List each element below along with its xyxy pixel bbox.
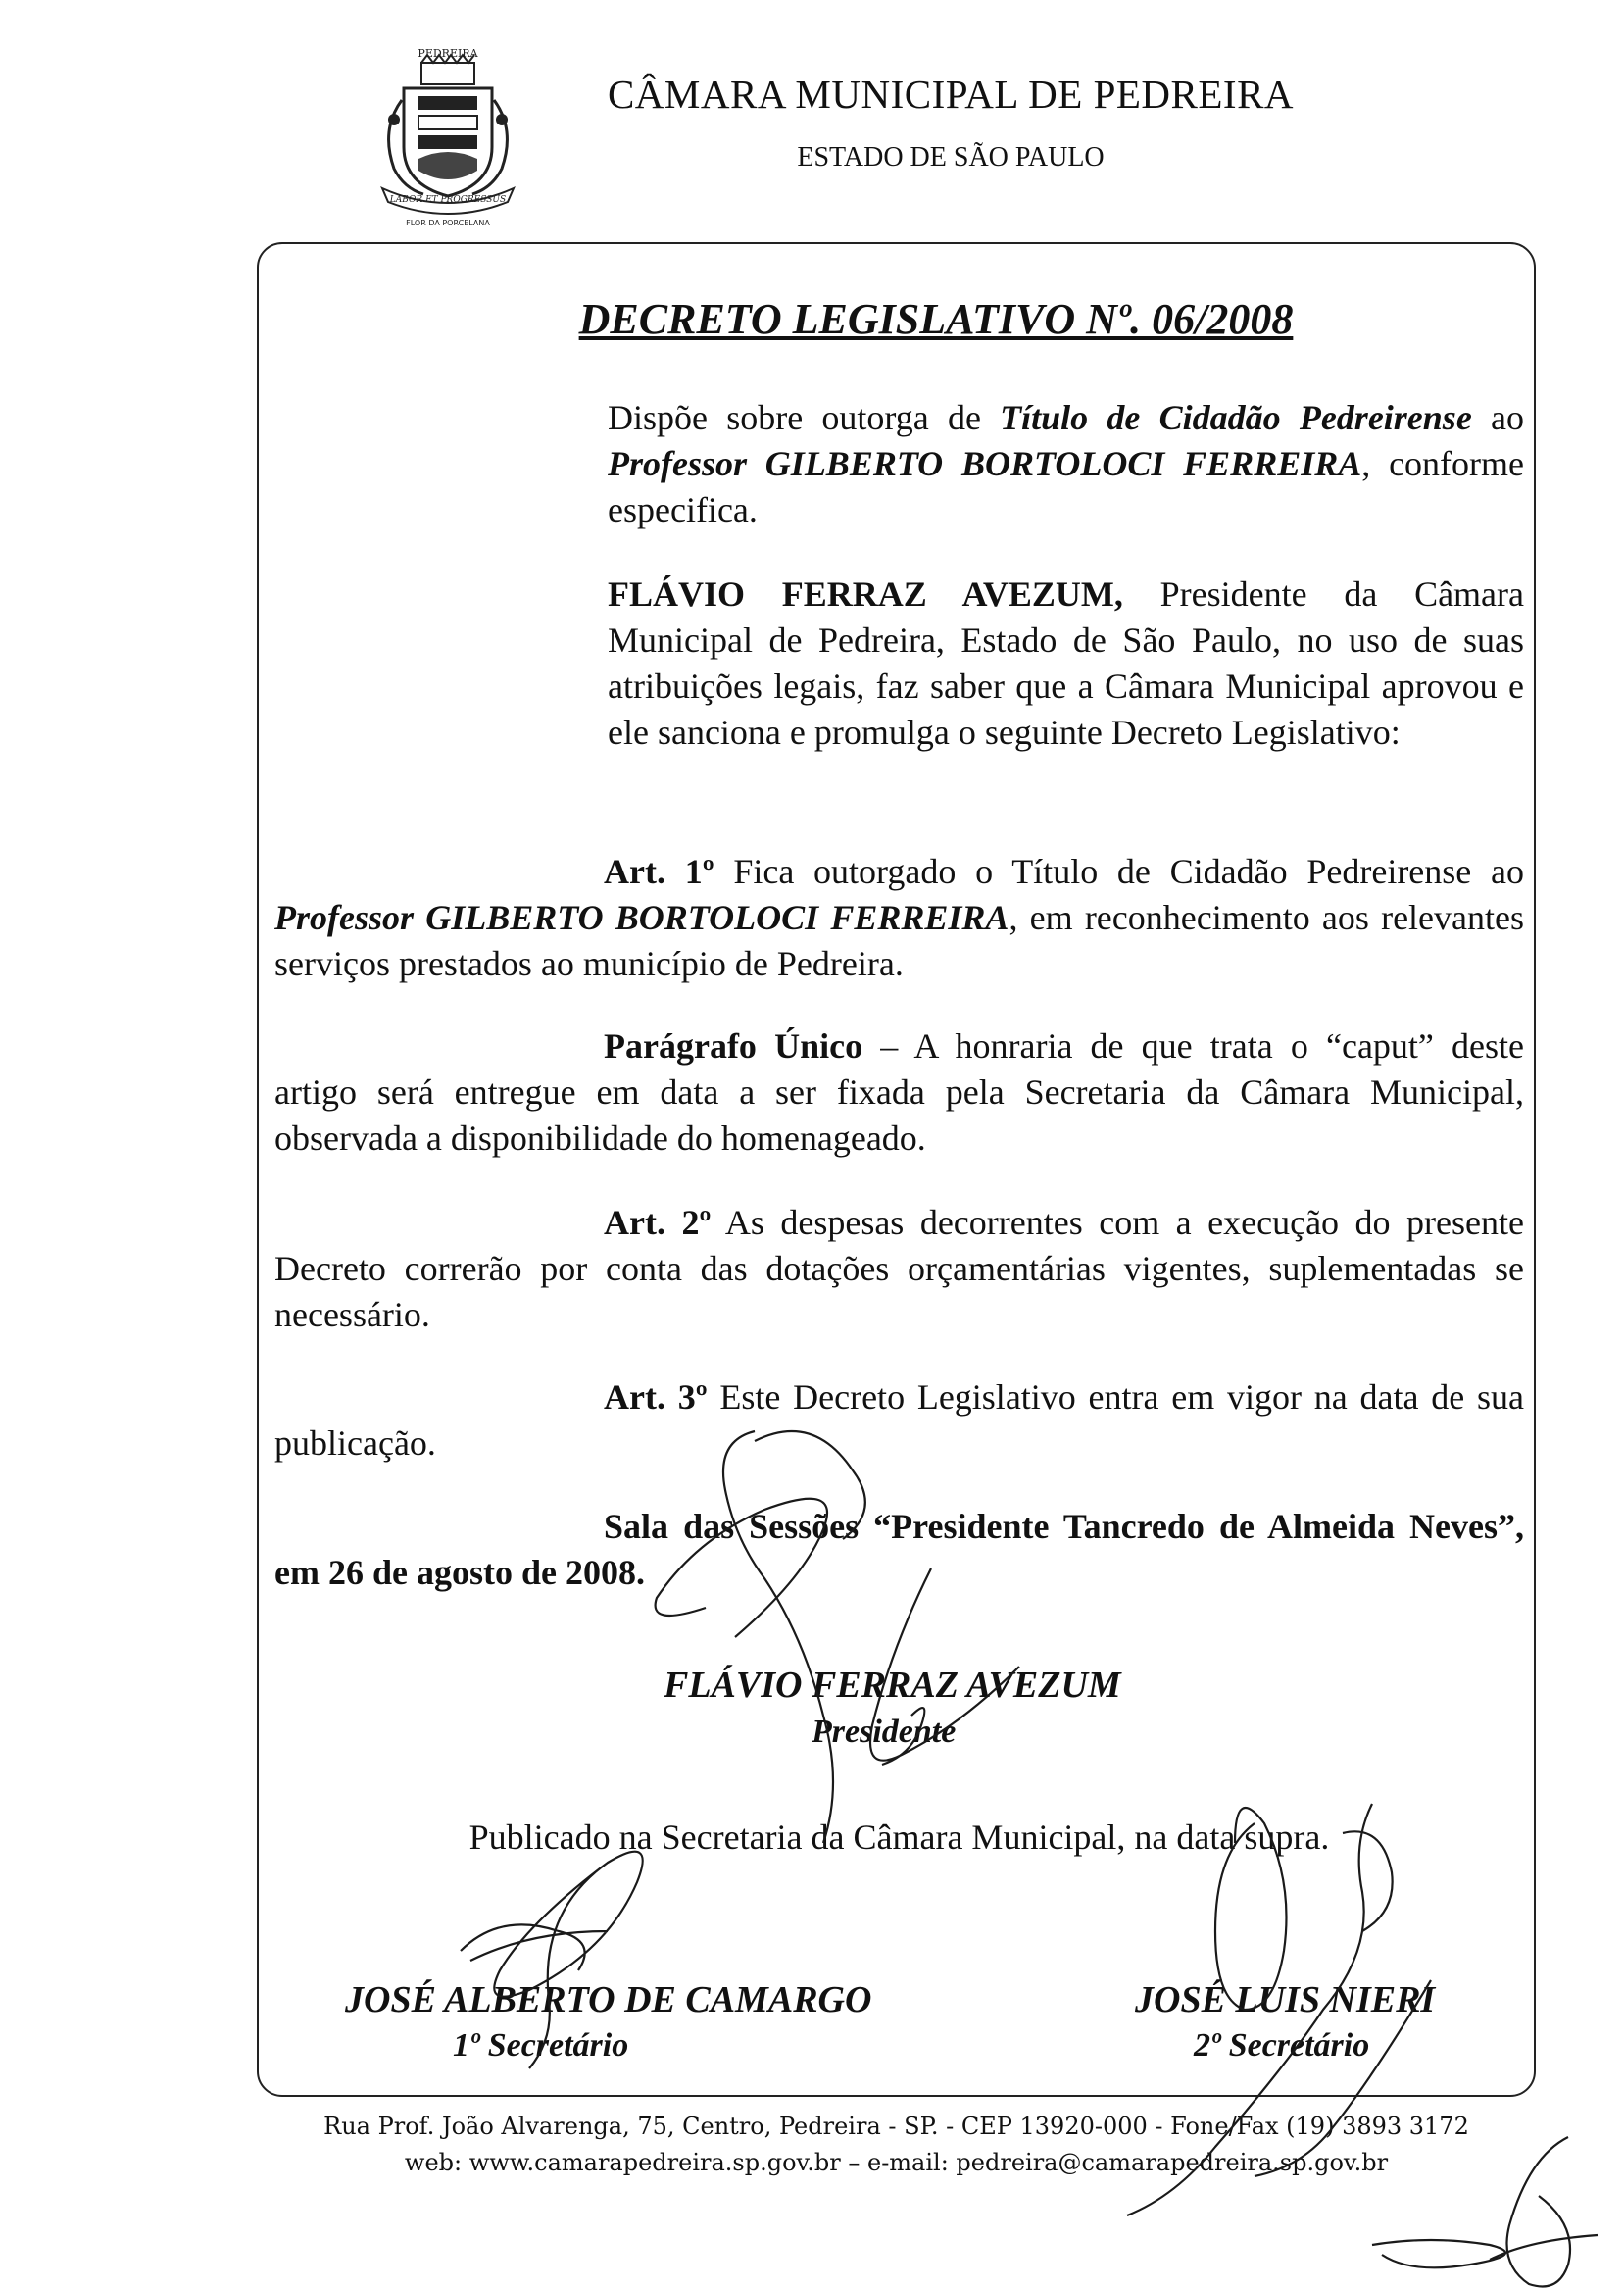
article-2 bbox=[274, 1200, 1524, 1338]
ementa-pre: Dispõe sobre outorga de bbox=[608, 398, 1001, 437]
sole-paragraph-label: Parágrafo Único bbox=[604, 1026, 863, 1066]
publication-note: Publicado na Secretaria da Câmara Municipal, na data supra. bbox=[468, 1817, 1330, 1857]
decree-title: DECRETO LEGISLATIVO Nº. 06/2008 bbox=[578, 295, 1294, 343]
article-1 bbox=[274, 849, 1524, 987]
article-1-label: Art. 1º bbox=[604, 852, 714, 891]
preamble-paragraph bbox=[608, 572, 1524, 756]
ementa-honor: Título de Cidadão Pedreirense bbox=[1000, 398, 1472, 437]
footer-address: Rua Prof. João Alvarenga, 75, Centro, Pedreira - SP. - CEP 13920-000 - Fone/Fax (19) 3893 3172 bbox=[323, 2113, 1469, 2140]
preamble-text: Presidente da Câmara Municipal de Pedreira, Estado de São Paulo, no uso de suas atribuições legais, faz saber que a Câmara Municipal aprovou e ele sanciona e promulga o seguinte Decreto Legislativo: bbox=[608, 574, 1525, 752]
article-1-honoree: Professor GILBERTO BORTOLOCI FERREIRA bbox=[274, 898, 1009, 937]
article-2-text: As despesas decorrentes com a execução do presente Decreto correrão por conta das dotações orçamentárias vigentes, suplementadas se necessário. bbox=[274, 1203, 1524, 1334]
ementa-post: , conforme especifica. bbox=[608, 444, 1525, 529]
article-3-label: Art. 3º bbox=[604, 1377, 708, 1417]
article-2-label: Art. 2º bbox=[604, 1203, 712, 1242]
municipal-crest-icon bbox=[365, 41, 531, 237]
institution-state: ESTADO DE SÃO PAULO bbox=[797, 142, 1105, 173]
first-secretary-role: 1º Secretário bbox=[453, 2027, 629, 2064]
ementa-paragraph bbox=[608, 395, 1524, 533]
ementa-honoree: Professor GILBERTO BORTOLOCI FERREIRA bbox=[608, 444, 1362, 483]
institution-name: CÂMARA MUNICIPAL DE PEDREIRA bbox=[607, 72, 1295, 117]
sole-paragraph bbox=[274, 1023, 1524, 1162]
first-secretary-name: JOSÉ ALBERTO DE CAMARGO bbox=[345, 1979, 872, 2020]
preamble-president: FLÁVIO FERRAZ AVEZUM, bbox=[608, 574, 1123, 614]
ementa-mid: ao bbox=[1471, 398, 1524, 437]
article-3 bbox=[274, 1374, 1524, 1467]
crest-top-text: PEDREIRA bbox=[418, 47, 478, 60]
president-role: Presidente bbox=[812, 1714, 957, 1750]
article-3-text: Este Decreto Legislativo entra em vigor na data de sua publicação. bbox=[274, 1377, 1524, 1463]
footer-web: web: www.camarapedreira.sp.gov.br – e-mail: pedreira@camarapedreira.sp.gov.br bbox=[404, 2149, 1389, 2176]
closing-paragraph: Sala das Sessões “Presidente Tancredo de Almeida Neves”, em 26 de agosto de 2008. bbox=[274, 1507, 1524, 1592]
crest-motto: LABOR ET PROGRESSUS bbox=[389, 195, 507, 205]
article-1-post: , em reconhecimento aos relevantes serviços prestados ao município de Pedreira. bbox=[274, 898, 1525, 983]
second-secretary-role: 2º Secretário bbox=[1194, 2027, 1370, 2064]
crest-bottom-text: FLOR DA PORCELANA bbox=[406, 219, 490, 227]
second-secretary-name: JOSÉ LUIS NIERI bbox=[1135, 1979, 1436, 2020]
article-1-pre: Fica outorgado o Título de Cidadão Pedreirense ao bbox=[714, 852, 1524, 891]
president-name: FLÁVIO FERRAZ AVEZUM bbox=[664, 1665, 1121, 1706]
sole-paragraph-text: – A honraria de que trata o “caput” deste artigo será entregue em data a ser fixada pela Secretaria da Câmara Municipal, observada a disponibilidade do homenageado. bbox=[274, 1026, 1524, 1158]
